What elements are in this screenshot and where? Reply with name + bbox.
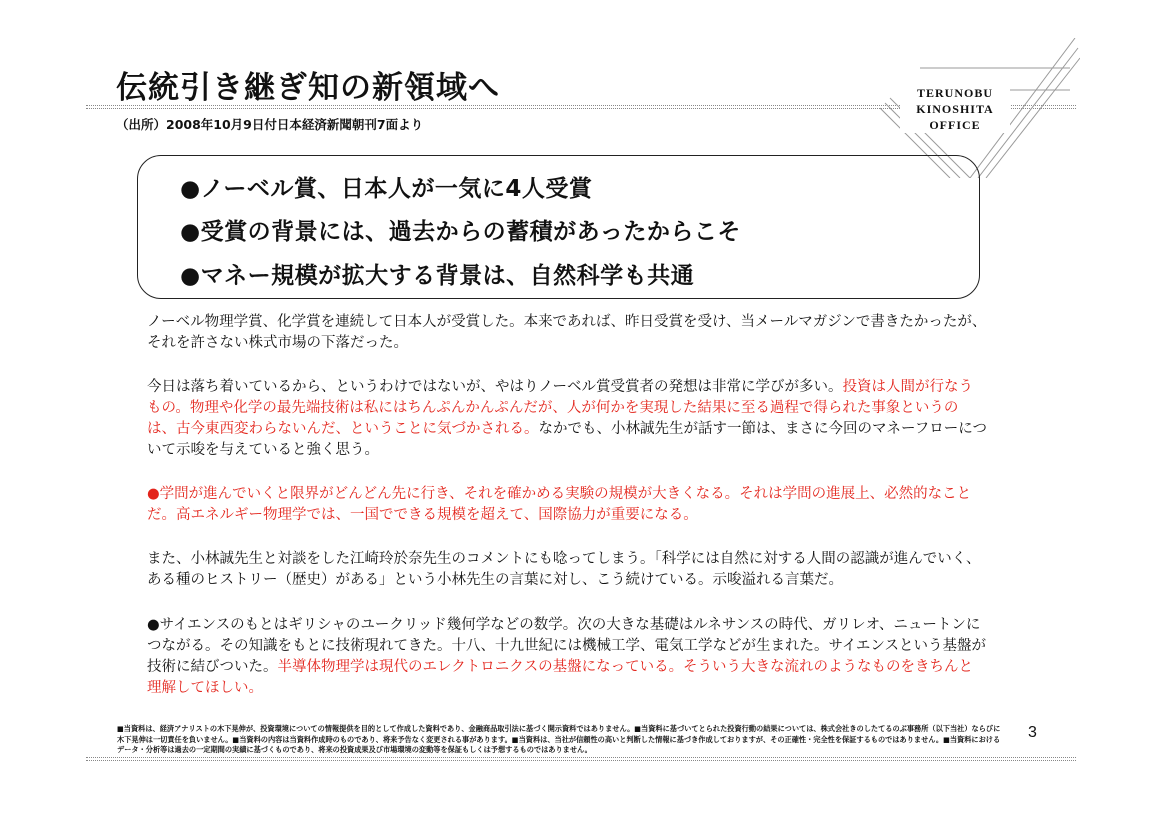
office-logo — [900, 85, 1010, 133]
paragraph-3-quote: ●学問が進んでいくと限界がどんどん先に行き、それを確かめる実験の規模が大きくなる。それは学問の進展上、必然的なことだ。高エネルギー物理学では、一国でできる規模を超えて、国際協力が重要になる。 — [147, 486, 972, 523]
logo-line-2: KINOSHITA — [916, 102, 994, 116]
page-number: 3 — [1028, 724, 1037, 741]
logo-line-1: TERUNOBU — [916, 86, 993, 100]
slide-title: 伝統引き継ぎ知の新領域へ — [116, 70, 500, 106]
paragraph-4: また、小林誠先生と対談をした江崎玲於奈先生のコメントにも唸ってしまう。「科学には自然に対する人間の認識が進んでいく、ある種のヒストリー（歴史）がある」という小林先生の言葉に対し、こう続けている。示唆溢れる言葉だ。 — [147, 551, 981, 588]
paragraph-5-emphasis: 半導体物理学は現代のエレクトロニクスの基盤になっている。そういう大きな流れのようなものをきちんと理解してほしい。 — [147, 659, 974, 696]
bottom-rule — [86, 757, 1076, 758]
paragraph-2-intro: 今日は落ち着いているから、というわけではないが、やはりノーベル賞受賞者の発想は非常に学びが多い。 — [147, 379, 843, 395]
highlight-2: ●受賞の背景には、過去からの蓄積があったからこそ — [180, 219, 741, 245]
paragraph-5-body: ●サイエンスのもとはギリシャのユークリッド幾何学などの数学。次の大きな基礎はルネサンスの時代、ガリレオ、ニュートンにつながる。その知識をもとに技術現れてきた。十八、十九世紀には機械工学、電気工学などが生まれた。サイエンスという基盤が技術に結びついた。 — [147, 617, 986, 675]
paragraph-2-emphasis: 投資は人間が行なうもの。物理や化学の最先端技術は私にはちんぷんかんぷんだが、人が何かを実現した結果に至る過程で得られた事象というのは、古今東西変わらないんだ、ということに気づかされる。 — [147, 379, 974, 437]
logo-line-3: OFFICE — [929, 118, 981, 132]
highlight-3: ●マネー規模が拡大する背景は、自然科学も共通 — [180, 263, 695, 289]
paragraph-5 — [147, 615, 987, 699]
bottom-rule-secondary — [86, 760, 1076, 761]
disclaimer: ■当資料は、経済アナリストの木下晃伸が、投資環境についての情報提供を目的として作成した資料であり、金融商品取引法に基づく開示資料ではありません。■当資料に基づいてとられた投資行動の結果については、株式会社きのしたてるのぶ事務所（以下当社）ならびに木下晃伸は一切責任を負いません。■当資料の内容は当資料作成時のものであり、将来予告なく変更される事があります。■当資料は、当社が信頼性の高いと判断した情報に基づき作成しておりますが、その正確性・完全性を保証するものではありません。■当資料におけるデータ・分析等は過去の一定期間の実績に基づくものであり、将来の投資成果及び市場環境の変動等を保証もしくは予想するものではありません。 — [117, 724, 1001, 754]
source-citation: （出所）2008年10月9日付日本経済新聞朝刊7面より — [116, 117, 424, 132]
highlight-1: ●ノーベル賞、日本人が一気に4人受賞 — [180, 176, 593, 202]
paragraph-2-conclusion: なかでも、小林誠先生が話す一節は、まさに今回のマネーフローについて示唆を与えていると強く思う。 — [147, 421, 987, 458]
paragraph-2 — [147, 377, 987, 461]
paragraph-1: ノーベル物理学賞、化学賞を連続して日本人が受賞した。本来であれば、昨日受賞を受け、当メールマガジンで書きたかったが、それを許さない株式市場の下落だった。 — [147, 314, 987, 351]
